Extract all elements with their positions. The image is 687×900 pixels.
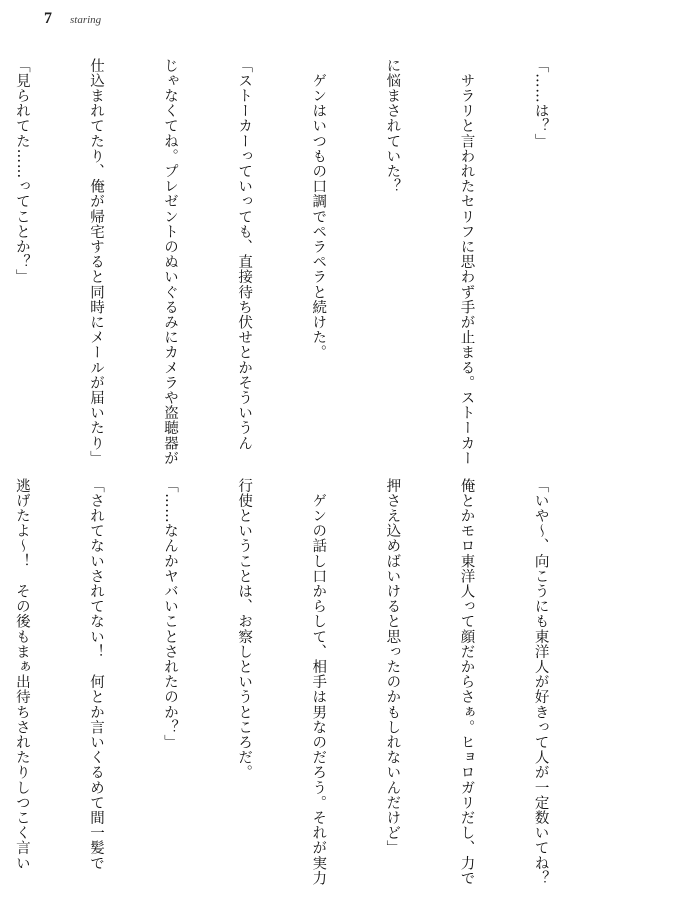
page-header: [44, 10, 101, 36]
page-number: 7: [44, 10, 52, 27]
text-line: に悩まされていた？: [384, 58, 401, 194]
text-line: 押さえ込めばいけると思ったのかもしれないんだけど」: [384, 478, 401, 856]
text-line: ゲンはいつもの口調でペラペラと続けた。: [310, 58, 327, 360]
text-line: 「ストーカーっていっても、直接待ち伏せとかそういうん: [236, 58, 253, 451]
text-line: ゲンの話し口からして、相手は男なのだろう。それが実力: [310, 478, 327, 886]
text-line: 俺とかモロ東洋人って顔だからさぁ。ヒョロガリだし、力で: [458, 478, 475, 886]
bottom-text-block: [13, 478, 602, 886]
text-line: 「いや～、向こうにも東洋人が好きって人が一定数いてね？: [532, 478, 549, 886]
text-line: 「されてないされてない！ 何とか言いくるめて間一髪で: [87, 478, 104, 871]
text-line: 行使ということは、お察しというところだ。: [236, 478, 253, 780]
text-line: サラリと言われたセリフに思わず手が止まる。ストーカー: [458, 58, 475, 466]
running-title: staring: [70, 14, 102, 26]
top-text-block: [13, 58, 602, 466]
text-line: 仕込まれてたり、俺が帰宅すると同時にメールが届いたり」: [87, 58, 104, 466]
text-line: 「……は？」: [532, 58, 549, 149]
text-line: 「……なんかヤバいことされたのか？」: [162, 478, 179, 750]
text-line: 「見られてた……ってことか？」: [13, 58, 30, 285]
text-line: 逃げたよ～！ その後もまぁ出待ちされたりしつこく言い: [13, 478, 30, 871]
text-line: じゃなくてね。プレゼントのぬいぐるみにカメラや盗聴器が: [162, 58, 179, 466]
